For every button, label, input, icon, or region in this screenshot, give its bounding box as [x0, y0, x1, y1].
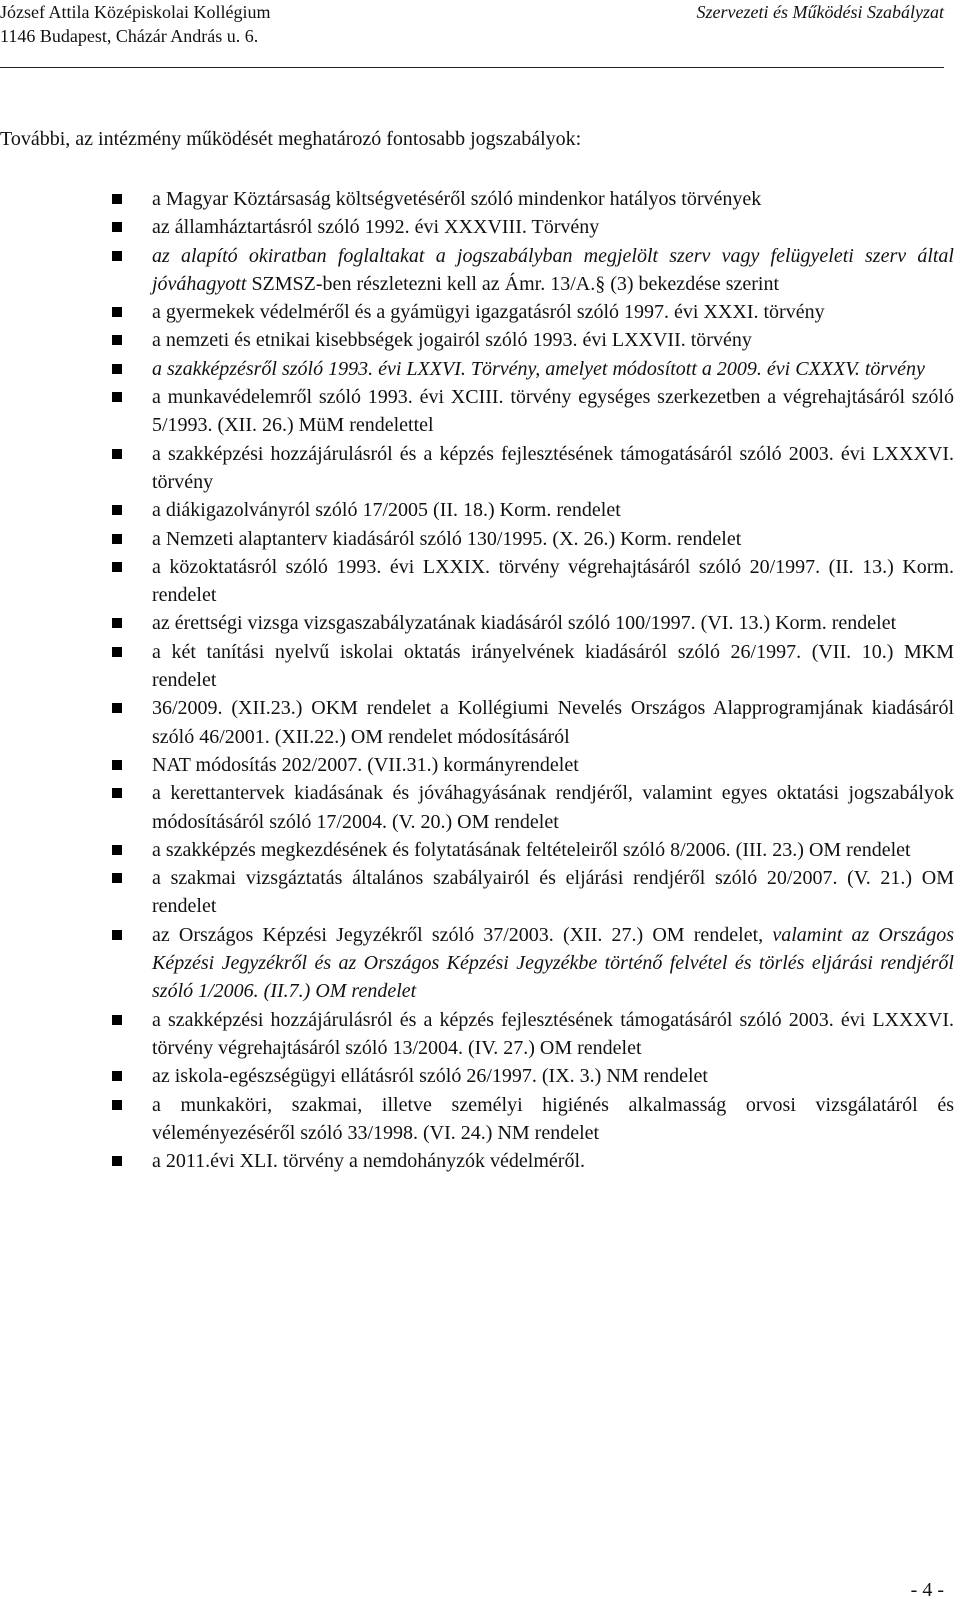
law-text: a Magyar Köztársaság költségvetéséről szóló mindenkor hatályos törvények — [152, 188, 762, 210]
square-bullet-icon — [112, 222, 122, 232]
square-bullet-icon — [112, 1156, 122, 1166]
square-bullet-icon — [112, 251, 122, 261]
law-text: a közoktatásról szóló 1993. évi LXXIX. törvény végrehajtásáról szóló 20/1997. (II. 13.) Korm. rendelet — [152, 555, 954, 607]
law-item — [112, 779, 954, 836]
law-text: a szakmai vizsgáztatás általános szabályairól és eljárási rendjéről szóló 20/2007. (V. 21.) OM rendelet — [152, 867, 954, 918]
square-bullet-icon — [112, 505, 122, 515]
square-bullet-icon — [112, 618, 122, 628]
square-bullet-icon — [112, 1100, 122, 1110]
square-bullet-icon — [112, 873, 122, 883]
square-bullet-icon — [112, 647, 122, 657]
square-bullet-icon — [112, 562, 122, 572]
law-text: az államháztartásról szóló 1992. évi XXXVIII. Törvény — [152, 216, 600, 239]
square-bullet-icon — [112, 307, 122, 317]
law-text: NAT módosítás 202/2007. (VII.31.) kormányrendelet — [152, 753, 579, 776]
law-item — [112, 383, 954, 440]
law-item — [112, 326, 954, 354]
square-bullet-icon — [112, 845, 122, 855]
page-header — [0, 0, 944, 48]
square-bullet-icon — [112, 788, 122, 798]
law-text: 36/2009. (XII.23.) OKM rendelet a Kollégiumi Nevelés Országos Alapprogramjának kiadásáról szóló 46/2001. (XII.22.) OM rendelet módosításáról — [152, 697, 954, 748]
header-rule — [0, 67, 944, 68]
law-list — [112, 185, 954, 1175]
law-item — [112, 213, 954, 241]
law-text-italic: az alapító okiratban foglaltakat a jogszabályban megjelölt szerv vagy felügyeleti szerv által jóváhagyott — [152, 244, 954, 295]
law-text-italic: a szakképzésről szóló 1993. évi LXXVI. Törvény, amelyet módosított a 2009. évi CXXXV. törvény — [152, 357, 925, 380]
law-text: a Nemzeti alaptanterv kiadásáról szóló 130/1995. (X. 26.) Korm. rendelet — [152, 527, 742, 550]
square-bullet-icon — [112, 1015, 122, 1025]
law-item — [112, 355, 954, 383]
law-text: SZMSZ-ben részletezni kell az Ámr. 13/A.§ (3) bekezdése szerint — [246, 272, 780, 295]
law-item — [112, 1147, 954, 1175]
law-item — [112, 242, 954, 299]
law-text: a diákigazolványról szóló 17/2005 (II. 18.) Korm. rendelet — [152, 499, 621, 522]
law-item — [112, 1006, 954, 1063]
law-text: a 2011.évi XLI. törvény a nemdohányzók védelméről. — [152, 1150, 586, 1173]
page-number: - 4 - — [910, 1579, 944, 1601]
law-text: a munkavédelemről szóló 1993. évi XCIII. törvény egységes szerkezetben a végrehajtásáról szóló 5/1993. (XII. 26.) MüM rendelettel — [152, 386, 954, 437]
square-bullet-icon — [112, 760, 122, 770]
law-text: a kerettantervek kiadásának és jóváhagyásának rendjéről, valamint egyes oktatási jogszabályok módosításáról szóló 17/2004. (V. 20.) OM rendelet — [152, 782, 954, 833]
law-item — [112, 751, 954, 779]
law-text: a szakképzési hozzájárulásról és a képzés fejlesztésének támogatásáról szóló 2003. évi LXXXVI. törvény végrehajtásáról szóló 13/2004. (IV. 27.) OM rendelet — [152, 1008, 954, 1059]
square-bullet-icon — [112, 194, 122, 204]
square-bullet-icon — [112, 392, 122, 402]
law-text: a gyermekek védelméről és a gyámügyi igazgatásról szóló 1997. évi XXXI. törvény — [152, 301, 825, 324]
square-bullet-icon — [112, 534, 122, 544]
org-name: József Attila Középiskolai Kollégium — [0, 2, 271, 22]
law-item — [112, 694, 954, 751]
square-bullet-icon — [112, 1071, 122, 1081]
law-item — [112, 638, 954, 695]
law-item — [112, 921, 954, 1006]
square-bullet-icon — [112, 703, 122, 713]
law-text: a munkaköri, szakmai, illetve személyi higiénés alkalmasság orvosi vizsgálatáról és véleményezéséről szóló 33/1998. (VI. 24.) NM rendelet — [152, 1093, 954, 1144]
org-address: 1146 Budapest, Cházár András u. 6. — [0, 26, 259, 46]
square-bullet-icon — [112, 449, 122, 459]
law-item — [112, 836, 954, 864]
law-item — [112, 864, 954, 921]
law-text: a szakképzés megkezdésének és folytatásának feltételeiről szóló 8/2006. (III. 23.) OM rendelet — [152, 838, 911, 861]
section-intro: További, az intézmény működését meghatározó fontosabb jogszabályok: — [0, 128, 582, 150]
law-text-italic: valamint az Országos Képzési Jegyzékről és az Országos Képzési Jegyzékbe történő felvétel és törlés eljárási rendjéről szóló 1/2006. (II.7.) OM rendelet — [152, 923, 954, 1003]
law-item — [112, 553, 954, 610]
law-text: a nemzeti és etnikai kisebbségek jogairól szóló 1993. évi LXXVII. törvény — [152, 329, 752, 352]
law-item — [112, 298, 954, 326]
law-item — [112, 1091, 954, 1148]
law-item — [112, 1062, 954, 1090]
law-text: a két tanítási nyelvű iskolai oktatás irányelvének kiadásáról szóló 26/1997. (VII. 10.) MKM rendelet — [152, 640, 954, 692]
law-text: az érettségi vizsga vizsgaszabályzatának kiadásáról szóló 100/1997. (VI. 13.) Korm. rendelet — [152, 612, 897, 635]
document-title: Szervezeti és Működési Szabályzat — [696, 2, 944, 22]
square-bullet-icon — [112, 335, 122, 345]
law-text: az iskola-egészségügyi ellátásról szóló 26/1997. (IX. 3.) NM rendelet — [152, 1065, 708, 1088]
law-text: a szakképzési hozzájárulásról és a képzés fejlesztésének támogatásáról szóló 2003. évi LXXXVI. törvény — [152, 442, 954, 493]
law-item — [112, 185, 954, 213]
square-bullet-icon — [112, 364, 122, 374]
law-text: az Országos Képzési Jegyzékről szóló 37/2003. (XII. 27.) OM rendelet, — [152, 923, 773, 946]
law-item — [112, 525, 954, 553]
law-item — [112, 440, 954, 497]
square-bullet-icon — [112, 930, 122, 940]
law-item — [112, 609, 954, 637]
law-item — [112, 496, 954, 524]
